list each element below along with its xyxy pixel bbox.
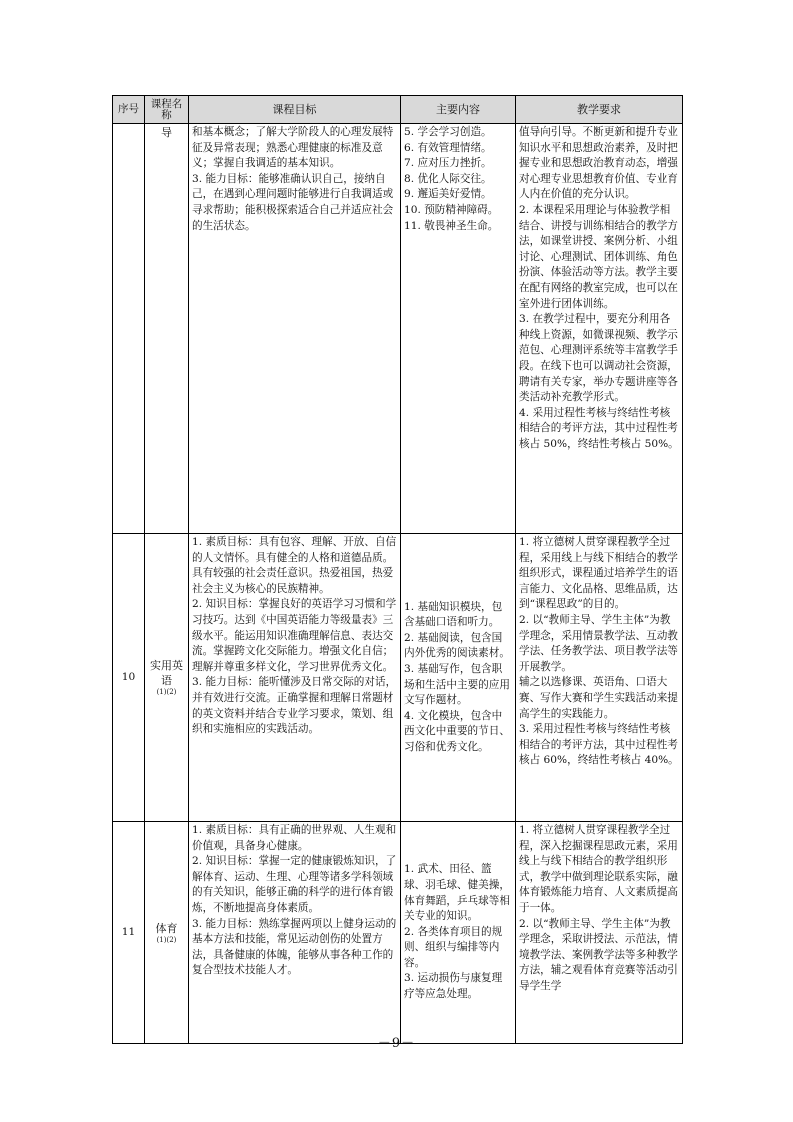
content-item: 3. 基础写作，包含职场和生活中主要的应用文写作题材。 — [404, 662, 510, 707]
requirements-cell — [516, 124, 683, 534]
content-cell — [401, 124, 516, 534]
seq-cell: 11 — [113, 822, 145, 1044]
requirement-item: 2. 以“教师主导、学生主体”为教学理念，采用情景教学法、互动教学法、任务教学法、项目教学法等开展教学。 — [519, 613, 678, 673]
content-item: 11. 敬畏神圣生命。 — [404, 219, 499, 232]
requirement-item: 3. 采用过程性考核与终结性考核相结合的考评方法，其中过程性考核占 60%，终结性考核占 40%。 — [519, 723, 679, 767]
table-header-row — [113, 96, 683, 124]
content-item: 9. 邂逅美好爱情。 — [404, 188, 492, 201]
header-course-name: 课程名称 — [145, 96, 189, 124]
content-item: 4. 文化模块，包含中西文化中重要的节日、习俗和优秀文化。 — [404, 709, 510, 753]
content-item: 5. 学会学习创造。 — [404, 126, 492, 138]
course-name-cell — [145, 124, 189, 534]
table-row — [113, 124, 683, 534]
objective-item: 3. 能力目标：能听懂涉及日常交际的对话，并有效进行交流。正确掌握和理解日常题材的英文资料并结合专业学习要求，策划、组织和实施相应的实践活动。 — [192, 676, 397, 736]
course-name: 导 — [161, 126, 172, 139]
objective-item: 1. 素质目标：具有包容、理解、开放、自信的人文情怀。具有健全的人格和道德品质。具有较强的社会责任意识。热爱祖国，热爱社会主义为核心的民族精神。 — [192, 536, 397, 595]
requirements-cell — [516, 822, 683, 1044]
header-objectives: 课程目标 — [189, 96, 401, 124]
content-item: 8. 优化人际交往。 — [404, 172, 492, 185]
requirement-item: 1. 将立德树人贯穿课程教学全过程，采用线上与线下相结合的教学组织形式，课程通过培养学生的语言能力、文化品格、思维品质，达到“课程思政”的目的。 — [519, 536, 678, 611]
requirement-item: 辅之以选修课、英语角、口语大赛、写作大赛和学生实践活动来提高学生的实践能力。 — [519, 676, 678, 720]
content-cell — [401, 822, 516, 1044]
course-name: 实用英语 — [150, 659, 183, 687]
content-item: 1. 武术、田径、篮球、羽毛球、健美操，体育舞蹈，乒乓球等相关专业的知识。 — [404, 863, 510, 923]
requirement-item: 4. 采用过程性考核与终结性考核相结合的考评方法，其中过程性考核占 50%，终结性考核占 50%。 — [519, 406, 679, 450]
content-item: 7. 应对压力挫折。 — [404, 157, 492, 170]
objective-item: 1. 素质目标：具有正确的世界观、人生观和价值观，具备身心健康。 — [192, 824, 397, 852]
content-item: 10. 预防精神障碍。 — [404, 203, 499, 216]
seq-cell — [113, 124, 145, 534]
objective-item: 2. 知识目标：掌握良好的英语学习习惯和学习技巧。达到《中国英语能力等级量表》三级水平。能运用知识准确理解信息、表达交流。掌握跨文化交际能力。增强文化自信；理解并尊重多样文化，学习世界优秀文化。 — [192, 598, 397, 673]
requirement-item: 1. 将立德树人贯穿课程教学全过程，深入挖掘课程思政元素，采用线上与线下相结合的教学组织形式，教学中做到理论联系实际，融体育锻炼能力培育、人文素质提高于一体。 — [519, 824, 678, 914]
header-content: 主要内容 — [401, 96, 516, 124]
table-row — [113, 534, 683, 822]
content-item: 2. 基础阅读，包含国内外优秀的阅读素材。 — [404, 631, 510, 660]
course-name-cell — [145, 822, 189, 1044]
requirement-item: 2. 本课程采用理论与体验教学相结合、讲授与训练相结合的教学方法，如课堂讲授、案例分析、小组讨论、心理测试、团体训练、角色扮演、体验活动等方法。教学主要在配有网络的教室完成，也可以在室外进行团体训练。 — [519, 203, 678, 310]
seq-cell: 10 — [113, 534, 145, 822]
course-name-cell — [145, 534, 189, 822]
objective-item: 3. 能力目标：熟练掌握两项以上健身运动的基本方法和技能，常见运动创伤的处置方法，具备健康的体魄，能够从事各种工作的复合型技术技能人才。 — [192, 917, 397, 977]
requirements-cell — [516, 534, 683, 822]
requirement-item: 值导向引导。不断更新和提升专业知识水平和思想政治素养，及时把握专业和思想政治教育动态，增强对心理专业思想教育价值、专业育人内在价值的充分认识。 — [519, 126, 678, 201]
objectives-cell — [189, 822, 401, 1044]
objectives-cell — [189, 124, 401, 534]
objective-item: 2. 知识目标：掌握一定的健康锻炼知识，了解体育、运动、生理、心理等诸多学科领域的有关知识，能够正确的科学的进行体育锻炼，不断地提高身体素质。 — [192, 855, 397, 914]
requirement-item: 3. 在教学过程中，要充分利用各种线上资源，如微课视频、教学示范包、心理测评系统等丰富教学手段。在线下也可以调动社会资源，聘请有关专家，举办专题讲座等各类活动补充教学形式。 — [519, 313, 678, 404]
content-item: 2. 各类体育项目的规则、组织与编排等内容。 — [404, 925, 503, 969]
header-requirements: 教学要求 — [516, 96, 683, 124]
course-name: 体育 — [155, 921, 178, 935]
header-seq: 序号 — [113, 96, 145, 124]
requirement-item: 2. 以“教师主导、学生主体”为教学理念，采取讲授法、示范法，情境教学法、案例教学法等多种教学方法，辅之观看体育竞赛等活动引导学生学 — [519, 917, 678, 992]
objective-item: 3. 能力目标：能够准确认识自己，接纳自己，在遇到心理问题时能够进行自我调适或寻求帮助；能积极探索适合自己并适应社会的生活状态。 — [192, 172, 394, 232]
course-name-note: (1)(2) — [156, 935, 177, 944]
objectives-cell — [189, 534, 401, 822]
content-cell — [401, 534, 516, 822]
course-name-note: (1)(2) — [156, 688, 177, 696]
content-item: 3. 运动损伤与康复理疗等应急处理。 — [404, 972, 503, 1001]
curriculum-table — [112, 95, 683, 1044]
table-row — [113, 822, 683, 1044]
objective-item: 和基本概念；了解大学阶段人的心理发展特征及异常表现；熟悉心理健康的标准及意义；掌握自我调适的基本知识。 — [192, 126, 394, 170]
content-item: 6. 有效管理情绪。 — [404, 141, 492, 154]
page-number: －9－ — [377, 1036, 416, 1051]
content-item: 1. 基础知识模块，包含基础口语和听力。 — [404, 600, 503, 629]
